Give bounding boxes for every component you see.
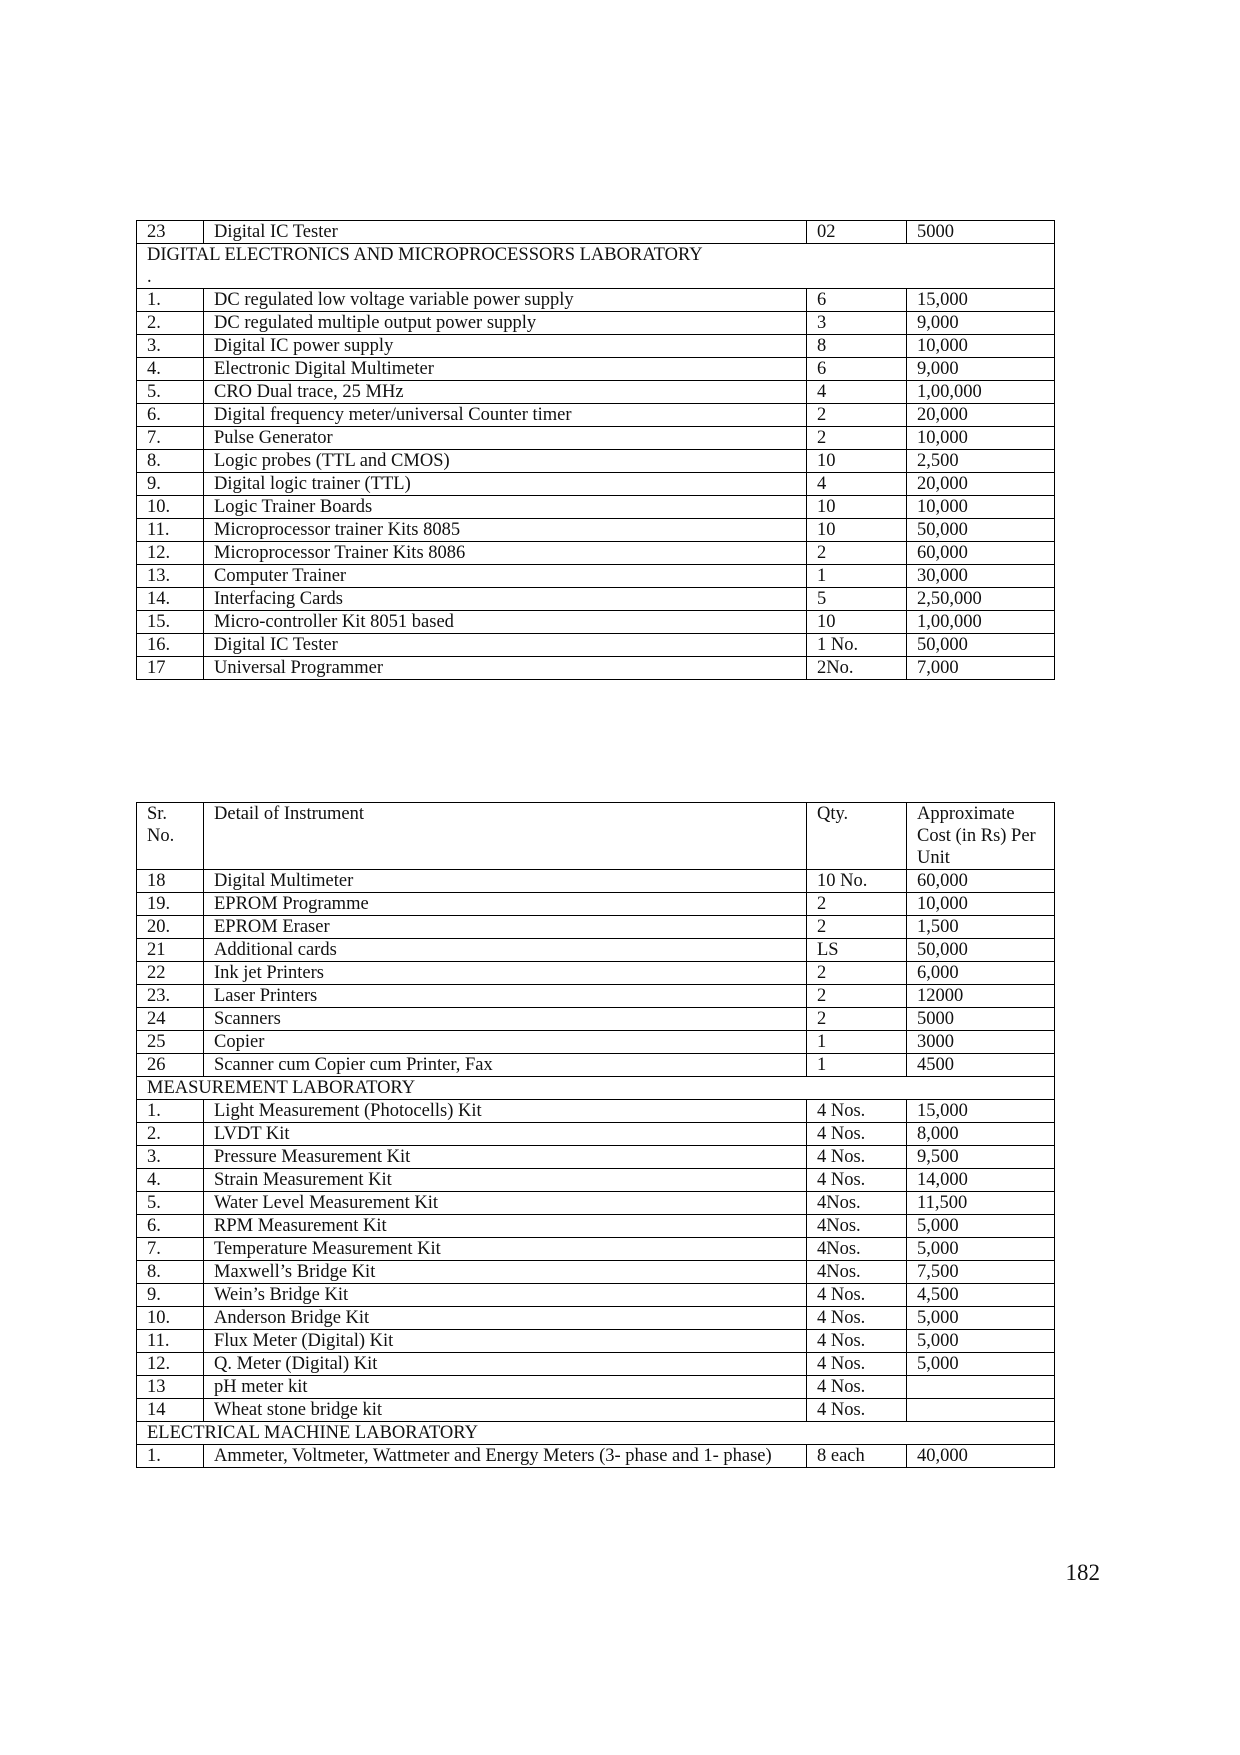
table-body xyxy=(137,870,1055,1077)
table-row xyxy=(137,335,1055,358)
item-cell: Strain Measurement Kit xyxy=(204,1169,807,1192)
item-cell: Logic probes (TTL and CMOS) xyxy=(204,450,807,473)
sr-cell: 14 xyxy=(137,1399,204,1422)
item-cell: LVDT Kit xyxy=(204,1123,807,1146)
table-row xyxy=(137,1238,1055,1261)
cost-cell: 7,000 xyxy=(907,657,1055,680)
qty-cell: 2 xyxy=(807,985,907,1008)
qty-cell: 4Nos. xyxy=(807,1192,907,1215)
table-row xyxy=(137,519,1055,542)
sr-cell: 19. xyxy=(137,893,204,916)
table-row xyxy=(137,588,1055,611)
section-heading: ELECTRICAL MACHINE LABORATORY xyxy=(137,1422,1055,1445)
cost-cell: 3000 xyxy=(907,1031,1055,1054)
table-row xyxy=(137,634,1055,657)
header-qty: Qty. xyxy=(807,803,907,870)
qty-cell: 4Nos. xyxy=(807,1215,907,1238)
item-cell: Pulse Generator xyxy=(204,427,807,450)
item-cell: Temperature Measurement Kit xyxy=(204,1238,807,1261)
qty-cell: 5 xyxy=(807,588,907,611)
item-cell: Digital IC power supply xyxy=(204,335,807,358)
item-cell: Digital IC Tester xyxy=(204,634,807,657)
sr-cell: 13. xyxy=(137,565,204,588)
table-row xyxy=(137,358,1055,381)
table-row xyxy=(137,1100,1055,1123)
qty-cell: 2 xyxy=(807,404,907,427)
item-cell: Additional cards xyxy=(204,939,807,962)
sr-cell: 6. xyxy=(137,404,204,427)
sr-cell: 18 xyxy=(137,870,204,893)
qty-cell: 4 Nos. xyxy=(807,1353,907,1376)
item-cell: Interfacing Cards xyxy=(204,588,807,611)
table-body xyxy=(137,1100,1055,1422)
item-cell: Ammeter, Voltmeter, Wattmeter and Energy Meters (3- phase and 1- phase) xyxy=(204,1445,807,1468)
cost-cell: 14,000 xyxy=(907,1169,1055,1192)
cost-cell: 10,000 xyxy=(907,893,1055,916)
cost-cell: 5000 xyxy=(907,1008,1055,1031)
table-row xyxy=(137,1353,1055,1376)
qty-cell: 10 No. xyxy=(807,870,907,893)
table-row xyxy=(137,916,1055,939)
table-row xyxy=(137,1376,1055,1399)
header-row xyxy=(137,803,1055,870)
header-sr: Sr. No. xyxy=(137,803,204,870)
table-row xyxy=(137,1445,1055,1468)
table-body xyxy=(137,1422,1055,1445)
qty-cell: 2 xyxy=(807,962,907,985)
cost-cell: 12000 xyxy=(907,985,1055,1008)
table-row xyxy=(137,496,1055,519)
cost-cell: 4500 xyxy=(907,1054,1055,1077)
table-row xyxy=(137,1261,1055,1284)
item-cell: Microprocessor trainer Kits 8085 xyxy=(204,519,807,542)
cost-cell: 9,500 xyxy=(907,1146,1055,1169)
table-body xyxy=(137,289,1055,680)
cost-cell: 60,000 xyxy=(907,870,1055,893)
cost-cell: 1,00,000 xyxy=(907,381,1055,404)
table-row xyxy=(137,1284,1055,1307)
item-cell: Q. Meter (Digital) Kit xyxy=(204,1353,807,1376)
equipment-table xyxy=(136,802,1055,1468)
item-cell: Scanners xyxy=(204,1008,807,1031)
item-cell: Wheat stone bridge kit xyxy=(204,1399,807,1422)
sr-cell: 10. xyxy=(137,1307,204,1330)
sr-cell: 6. xyxy=(137,1215,204,1238)
sr-cell: 8. xyxy=(137,450,204,473)
table-row xyxy=(137,962,1055,985)
cost-cell: 60,000 xyxy=(907,542,1055,565)
qty-cell: 10 xyxy=(807,496,907,519)
equipment-table-continued xyxy=(136,220,1055,680)
item-cell: Digital frequency meter/universal Counter timer xyxy=(204,404,807,427)
cost-cell: 15,000 xyxy=(907,289,1055,312)
table-row xyxy=(137,1031,1055,1054)
sr-cell: 3. xyxy=(137,1146,204,1169)
table-row xyxy=(137,221,1055,244)
cost-cell: 8,000 xyxy=(907,1123,1055,1146)
section-heading xyxy=(137,244,1055,289)
table-body xyxy=(137,1077,1055,1100)
table-row xyxy=(137,1169,1055,1192)
cost-cell: 11,500 xyxy=(907,1192,1055,1215)
table-row xyxy=(137,1307,1055,1330)
table-header xyxy=(137,803,1055,870)
sr-cell: 2. xyxy=(137,312,204,335)
sr-cell: 9. xyxy=(137,473,204,496)
table-row xyxy=(137,289,1055,312)
cost-cell: 6,000 xyxy=(907,962,1055,985)
qty-cell: 2 xyxy=(807,1008,907,1031)
qty-cell: 10 xyxy=(807,450,907,473)
table-row xyxy=(137,870,1055,893)
qty-cell: 4 Nos. xyxy=(807,1376,907,1399)
qty-cell: 10 xyxy=(807,611,907,634)
header-item: Detail of Instrument xyxy=(204,803,807,870)
sr-cell: 2. xyxy=(137,1123,204,1146)
sr-cell: 26 xyxy=(137,1054,204,1077)
qty-cell: 2 xyxy=(807,427,907,450)
item-cell: Scanner cum Copier cum Printer, Fax xyxy=(204,1054,807,1077)
table-row xyxy=(137,1123,1055,1146)
item-cell: Light Measurement (Photocells) Kit xyxy=(204,1100,807,1123)
qty-cell: 2 xyxy=(807,916,907,939)
qty-cell: 2 xyxy=(807,542,907,565)
table-row xyxy=(137,893,1055,916)
qty-cell: 4 Nos. xyxy=(807,1123,907,1146)
item-cell: Copier xyxy=(204,1031,807,1054)
cost-cell: 9,000 xyxy=(907,358,1055,381)
cost-cell: 10,000 xyxy=(907,335,1055,358)
table-row xyxy=(137,404,1055,427)
item-cell: Digital IC Tester xyxy=(204,221,807,244)
item-cell: Micro-controller Kit 8051 based xyxy=(204,611,807,634)
table-row xyxy=(137,542,1055,565)
qty-cell: 1 xyxy=(807,1054,907,1077)
sr-cell: 13 xyxy=(137,1376,204,1399)
section-heading: MEASUREMENT LABORATORY xyxy=(137,1077,1055,1100)
section-row xyxy=(137,244,1055,289)
sr-cell: 11. xyxy=(137,519,204,542)
item-cell: Water Level Measurement Kit xyxy=(204,1192,807,1215)
table-row xyxy=(137,1054,1055,1077)
sr-cell: 11. xyxy=(137,1330,204,1353)
item-cell: Electronic Digital Multimeter xyxy=(204,358,807,381)
item-cell: Digital Multimeter xyxy=(204,870,807,893)
cost-cell xyxy=(907,1376,1055,1399)
table-row xyxy=(137,611,1055,634)
page-number: 182 xyxy=(1065,1560,1100,1585)
cost-cell: 10,000 xyxy=(907,496,1055,519)
cost-cell: 5,000 xyxy=(907,1307,1055,1330)
qty-cell: LS xyxy=(807,939,907,962)
table-row xyxy=(137,657,1055,680)
item-cell: Maxwell’s Bridge Kit xyxy=(204,1261,807,1284)
sr-cell: 9. xyxy=(137,1284,204,1307)
table-row xyxy=(137,381,1055,404)
cost-cell: 5000 xyxy=(907,221,1055,244)
section-row xyxy=(137,1422,1055,1445)
cost-cell: 20,000 xyxy=(907,473,1055,496)
qty-cell: 1 xyxy=(807,565,907,588)
cost-cell: 50,000 xyxy=(907,519,1055,542)
cost-cell: 30,000 xyxy=(907,565,1055,588)
qty-cell: 4Nos. xyxy=(807,1261,907,1284)
cost-cell: 50,000 xyxy=(907,939,1055,962)
cost-cell: 15,000 xyxy=(907,1100,1055,1123)
item-cell: EPROM Programme xyxy=(204,893,807,916)
table-row xyxy=(137,1399,1055,1422)
qty-cell: 4 Nos. xyxy=(807,1169,907,1192)
sr-cell: 24 xyxy=(137,1008,204,1031)
sr-cell: 23. xyxy=(137,985,204,1008)
qty-cell: 2 xyxy=(807,893,907,916)
table-row xyxy=(137,1215,1055,1238)
item-cell: Anderson Bridge Kit xyxy=(204,1307,807,1330)
cost-cell: 4,500 xyxy=(907,1284,1055,1307)
sr-cell: 10. xyxy=(137,496,204,519)
sr-cell: 7. xyxy=(137,1238,204,1261)
sr-cell: 4. xyxy=(137,1169,204,1192)
item-cell: pH meter kit xyxy=(204,1376,807,1399)
qty-cell: 4 Nos. xyxy=(807,1146,907,1169)
qty-cell: 6 xyxy=(807,289,907,312)
table-body xyxy=(137,1445,1055,1468)
cost-cell: 5,000 xyxy=(907,1238,1055,1261)
item-cell: CRO Dual trace, 25 MHz xyxy=(204,381,807,404)
item-cell: Pressure Measurement Kit xyxy=(204,1146,807,1169)
item-cell: DC regulated low voltage variable power supply xyxy=(204,289,807,312)
table-row xyxy=(137,1192,1055,1215)
sr-cell: 14. xyxy=(137,588,204,611)
table-row xyxy=(137,985,1055,1008)
qty-cell: 4 Nos. xyxy=(807,1307,907,1330)
item-cell: DC regulated multiple output power supply xyxy=(204,312,807,335)
sr-cell: 1. xyxy=(137,1445,204,1468)
cost-cell: 5,000 xyxy=(907,1330,1055,1353)
qty-cell: 10 xyxy=(807,519,907,542)
cost-cell: 10,000 xyxy=(907,427,1055,450)
qty-cell: 3 xyxy=(807,312,907,335)
cost-cell: 5,000 xyxy=(907,1215,1055,1238)
qty-cell: 4Nos. xyxy=(807,1238,907,1261)
cost-cell: 1,00,000 xyxy=(907,611,1055,634)
table-row xyxy=(137,427,1055,450)
qty-cell: 4 Nos. xyxy=(807,1284,907,1307)
qty-cell: 6 xyxy=(807,358,907,381)
cost-cell: 40,000 xyxy=(907,1445,1055,1468)
item-cell: Digital logic trainer (TTL) xyxy=(204,473,807,496)
qty-cell: 4 Nos. xyxy=(807,1330,907,1353)
table-row xyxy=(137,1008,1055,1031)
sr-cell: 3. xyxy=(137,335,204,358)
item-cell: RPM Measurement Kit xyxy=(204,1215,807,1238)
qty-cell: 1 xyxy=(807,1031,907,1054)
qty-cell: 1 No. xyxy=(807,634,907,657)
item-cell: Laser Printers xyxy=(204,985,807,1008)
sr-cell: 12. xyxy=(137,542,204,565)
qty-cell: 8 xyxy=(807,335,907,358)
sr-cell: 15. xyxy=(137,611,204,634)
sr-cell: 23 xyxy=(137,221,204,244)
header-cost: Approximate Cost (in Rs) Per Unit xyxy=(907,803,1055,870)
cost-cell: 1,500 xyxy=(907,916,1055,939)
qty-cell: 4 Nos. xyxy=(807,1399,907,1422)
table-row xyxy=(137,1146,1055,1169)
item-cell: Flux Meter (Digital) Kit xyxy=(204,1330,807,1353)
sr-cell: 12. xyxy=(137,1353,204,1376)
qty-cell: 02 xyxy=(807,221,907,244)
item-cell: Universal Programmer xyxy=(204,657,807,680)
qty-cell: 4 xyxy=(807,381,907,404)
sr-cell: 7. xyxy=(137,427,204,450)
item-cell: Microprocessor Trainer Kits 8086 xyxy=(204,542,807,565)
item-cell: Computer Trainer xyxy=(204,565,807,588)
section-title: DIGITAL ELECTRONICS AND MICROPROCESSORS LABORATORY xyxy=(147,245,703,265)
sr-cell: 20. xyxy=(137,916,204,939)
sr-cell: 1. xyxy=(137,289,204,312)
table-row xyxy=(137,312,1055,335)
sr-cell: 17 xyxy=(137,657,204,680)
qty-cell: 4 Nos. xyxy=(807,1100,907,1123)
sr-cell: 5. xyxy=(137,1192,204,1215)
item-cell: Logic Trainer Boards xyxy=(204,496,807,519)
cost-cell: 5,000 xyxy=(907,1353,1055,1376)
cost-cell: 20,000 xyxy=(907,404,1055,427)
cost-cell: 2,500 xyxy=(907,450,1055,473)
cost-cell xyxy=(907,1399,1055,1422)
table-row xyxy=(137,939,1055,962)
table-row xyxy=(137,1330,1055,1353)
qty-cell: 8 each xyxy=(807,1445,907,1468)
item-cell: EPROM Eraser xyxy=(204,916,807,939)
qty-cell: 4 xyxy=(807,473,907,496)
sr-cell: 25 xyxy=(137,1031,204,1054)
cost-cell: 9,000 xyxy=(907,312,1055,335)
sr-cell: 1. xyxy=(137,1100,204,1123)
table-row xyxy=(137,473,1055,496)
sr-cell: 16. xyxy=(137,634,204,657)
cost-cell: 2,50,000 xyxy=(907,588,1055,611)
table-row xyxy=(137,450,1055,473)
sr-cell: 4. xyxy=(137,358,204,381)
qty-cell: 2No. xyxy=(807,657,907,680)
section-row xyxy=(137,1077,1055,1100)
sr-cell: 22 xyxy=(137,962,204,985)
sr-cell: 21 xyxy=(137,939,204,962)
item-cell: Ink jet Printers xyxy=(204,962,807,985)
cost-cell: 7,500 xyxy=(907,1261,1055,1284)
table-body xyxy=(137,221,1055,289)
section-title-mark: . xyxy=(147,267,152,287)
sr-cell: 8. xyxy=(137,1261,204,1284)
table-row xyxy=(137,565,1055,588)
cost-cell: 50,000 xyxy=(907,634,1055,657)
item-cell: Wein’s Bridge Kit xyxy=(204,1284,807,1307)
sr-cell: 5. xyxy=(137,381,204,404)
